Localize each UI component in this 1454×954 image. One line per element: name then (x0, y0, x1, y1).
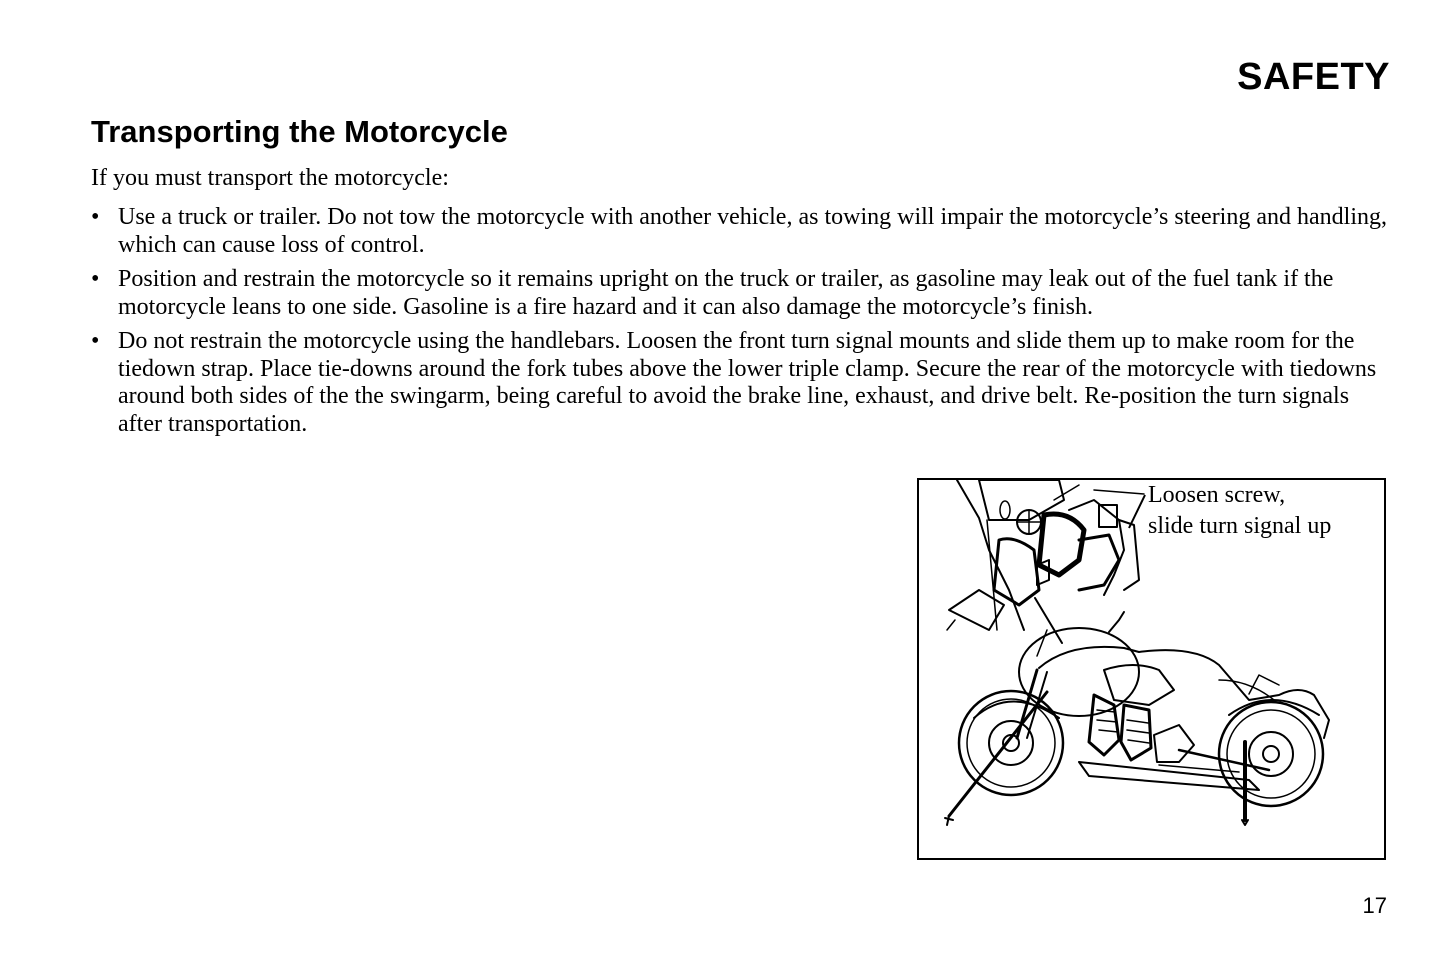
bullet-icon: • (91, 204, 100, 230)
list-item-text: Use a truck or trailer. Do not tow the motorcycle with another vehicle, as towing will impair the motorcycle’s steering and handling, which can cause loss of control. (118, 204, 1387, 258)
list-item (91, 266, 1391, 321)
list-item-text: Position and restrain the motorcycle so it remains upright on the truck or trailer, as gasoline may leak out of the fuel tank if the motorcycle leans to one side. Gasoline is a fire hazard and it can also damage the motorcycle’s finish. (118, 266, 1334, 320)
bullet-icon: • (91, 266, 100, 292)
section-header: SAFETY (1237, 56, 1390, 98)
bullet-icon: • (91, 328, 100, 354)
list-item-text: Do not restrain the motorcycle using the handlebars. Loosen the front turn signal mounts and slide them up to make room for the tiedown strap. Place tie-downs around the fork tubes above the lower triple clamp. Secure the rear of the motorcycle with tiedowns around both sides of the the swingarm, being careful to avoid the brake line, exhaust, and drive belt. Re-position the turn signals after transportation. (118, 328, 1377, 437)
callout-line: slide turn signal up (1148, 513, 1332, 539)
page-number: 17 (1362, 893, 1387, 918)
intro-paragraph: If you must transport the motorcycle: (91, 165, 449, 191)
list-item (91, 204, 1391, 259)
callout-line: Loosen screw, (1148, 482, 1286, 508)
figure-callout (1148, 480, 1331, 542)
instruction-list (91, 204, 1391, 445)
page-title: Transporting the Motorcycle (91, 114, 508, 149)
list-item (91, 328, 1391, 438)
motorcycle-figure (917, 478, 1386, 860)
